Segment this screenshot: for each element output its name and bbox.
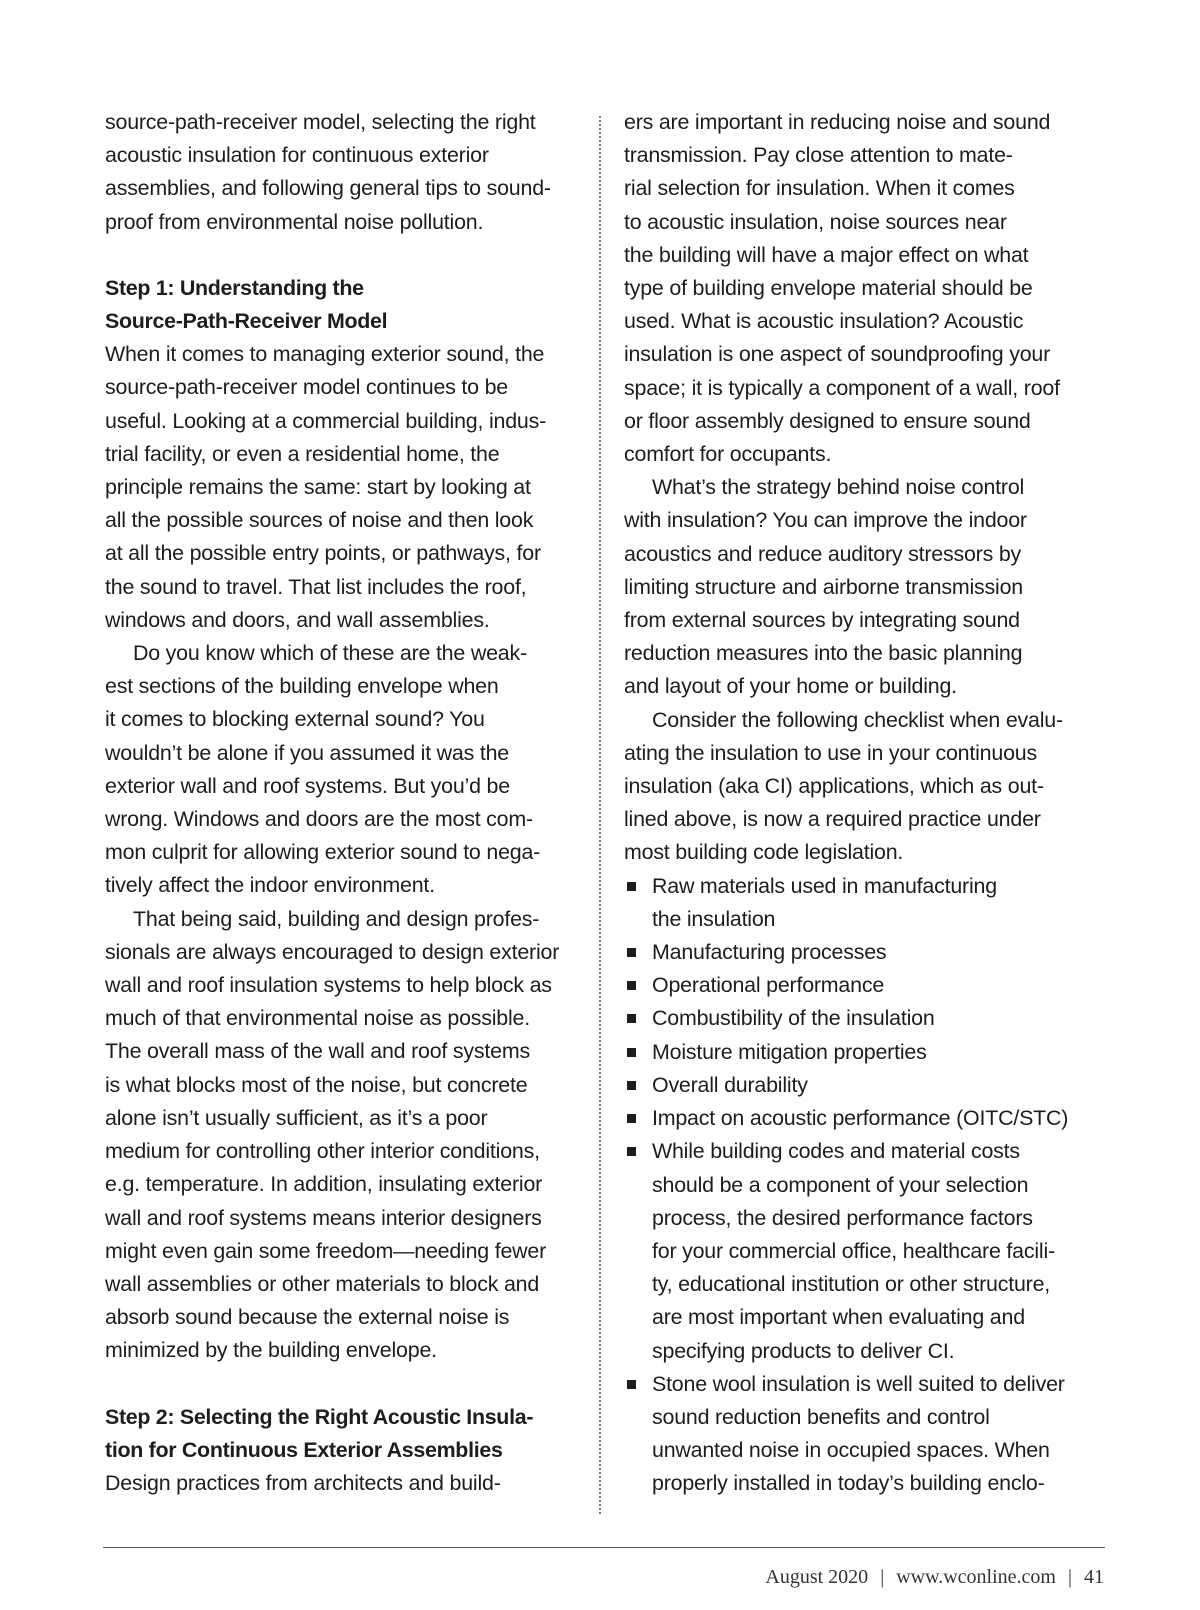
footer-rule	[103, 1547, 1105, 1548]
footer-separator: |	[1067, 1566, 1072, 1588]
website-link[interactable]: www.wconline.com	[896, 1566, 1056, 1588]
square-bullet-icon	[627, 882, 636, 891]
list-item: Moisture mitigation properties	[624, 1036, 1109, 1069]
square-bullet-icon	[627, 1048, 636, 1057]
right-column	[624, 106, 1109, 1501]
square-bullet-icon	[627, 948, 636, 957]
column-divider	[599, 116, 601, 1514]
list-item: Stone wool insulation is well suited to deliver sound reduction benefits and control unwanted noise in occupied spaces. When properly installed in today’s building enclo-	[624, 1368, 1109, 1501]
list-item: Manufacturing processes	[624, 936, 1109, 969]
list-item: Combustibility of the insulation	[624, 1002, 1109, 1035]
footer-separator: |	[880, 1566, 885, 1588]
step2-heading: Step 2: Selecting the Right Acoustic Insula- tion for Continuous Exterior Assemblies	[105, 1404, 534, 1462]
page-footer	[765, 1566, 1104, 1589]
step1-heading: Step 1: Understanding the Source-Path-Receiver Model	[105, 275, 388, 334]
right-paragraph-2: What’s the strategy behind noise control with insulation? You can improve the indoor acoustics and reduce auditory stressors by limiting structure and airborne transmission from external sources by integrating sound reduction measures into the basic planning and layout of your home or building.	[624, 475, 1027, 699]
step1-paragraph-2: Do you know which of these are the weak- est sections of the building envelope when it comes to blocking external sound? You wouldn’t be alone if you assumed it was the exterior wall and roof systems. But you’d be wrong. Windows and doors are the most com- mon culprit for allowing exterior sound to nega- tively affect the indoor environment.	[105, 641, 541, 898]
list-item: Overall durability	[624, 1069, 1109, 1102]
list-item: Raw materials used in manufacturing the insulation	[624, 870, 1109, 936]
intro-paragraph: source-path-receiver model, selecting the right acoustic insulation for continuous exterior assemblies, and following general tips to sound- proof from environmental noise pollution.	[105, 110, 551, 234]
square-bullet-icon	[627, 1014, 636, 1023]
square-bullet-icon	[627, 1147, 636, 1156]
square-bullet-icon	[627, 1114, 636, 1123]
step2-paragraph-1: Design practices from architects and build-	[105, 1470, 501, 1495]
page-number: 41	[1084, 1566, 1104, 1588]
step1-paragraph-1: When it comes to managing exterior sound, the source-path-receiver model continues to be useful. Looking at a commercial building, indus- trial facility, or even a residential home, the principle remains the same: start by looking at all the possible sources of noise and then look at all the possible entry points, or pathways, for the sound to travel. That list includes the roof, windows and doors, and wall assemblies.	[105, 342, 547, 632]
square-bullet-icon	[627, 981, 636, 990]
right-paragraph-1: ers are important in reducing noise and sound transmission. Pay close attention to mate- rial selection for insulation. When it comes to acoustic insulation, noise sources near the building will have a major effect on what type of building envelope material should be used. What is acoustic insulation? Acoustic insulation is one aspect of soundproofing your space; it is typically a component of a wall, roof or floor assembly designed to ensure sound comfort for occupants.	[624, 110, 1060, 467]
square-bullet-icon	[627, 1380, 636, 1389]
right-paragraph-3: Consider the following checklist when evalu- ating the insulation to use in your continuous insulation (aka CI) applications, which as out- lined above, is now a required practice under most building code legislation.	[624, 707, 1063, 865]
square-bullet-icon	[627, 1081, 636, 1090]
step1-paragraph-3: That being said, building and design profes- sionals are always encouraged to design exterior wall and roof insulation systems to help block as much of that environmental noise as possible. The overall mass of the wall and roof systems is what blocks most of the noise, but concrete alone isn’t usually sufficient, as it’s a poor medium for controlling other interior conditions, e.g. temperature. In addition, insulating exterior wall and roof systems means interior designers might even gain some freedom—needing fewer wall assemblies or other materials to block and absorb sound because the external noise is minimized by the building envelope.	[105, 906, 560, 1363]
list-item: While building codes and material costs should be a component of your selection process, the desired performance factors for your commercial office, healthcare facili- ty, educational institution or other structure, are most important when evaluating and specifying products to deliver CI.	[624, 1135, 1109, 1367]
issue-date: August 2020	[765, 1566, 869, 1588]
list-item: Impact on acoustic performance (OITC/STC)	[624, 1102, 1109, 1135]
list-item: Operational performance	[624, 969, 1109, 1002]
left-column	[105, 106, 575, 1500]
insulation-checklist	[624, 870, 1109, 1501]
